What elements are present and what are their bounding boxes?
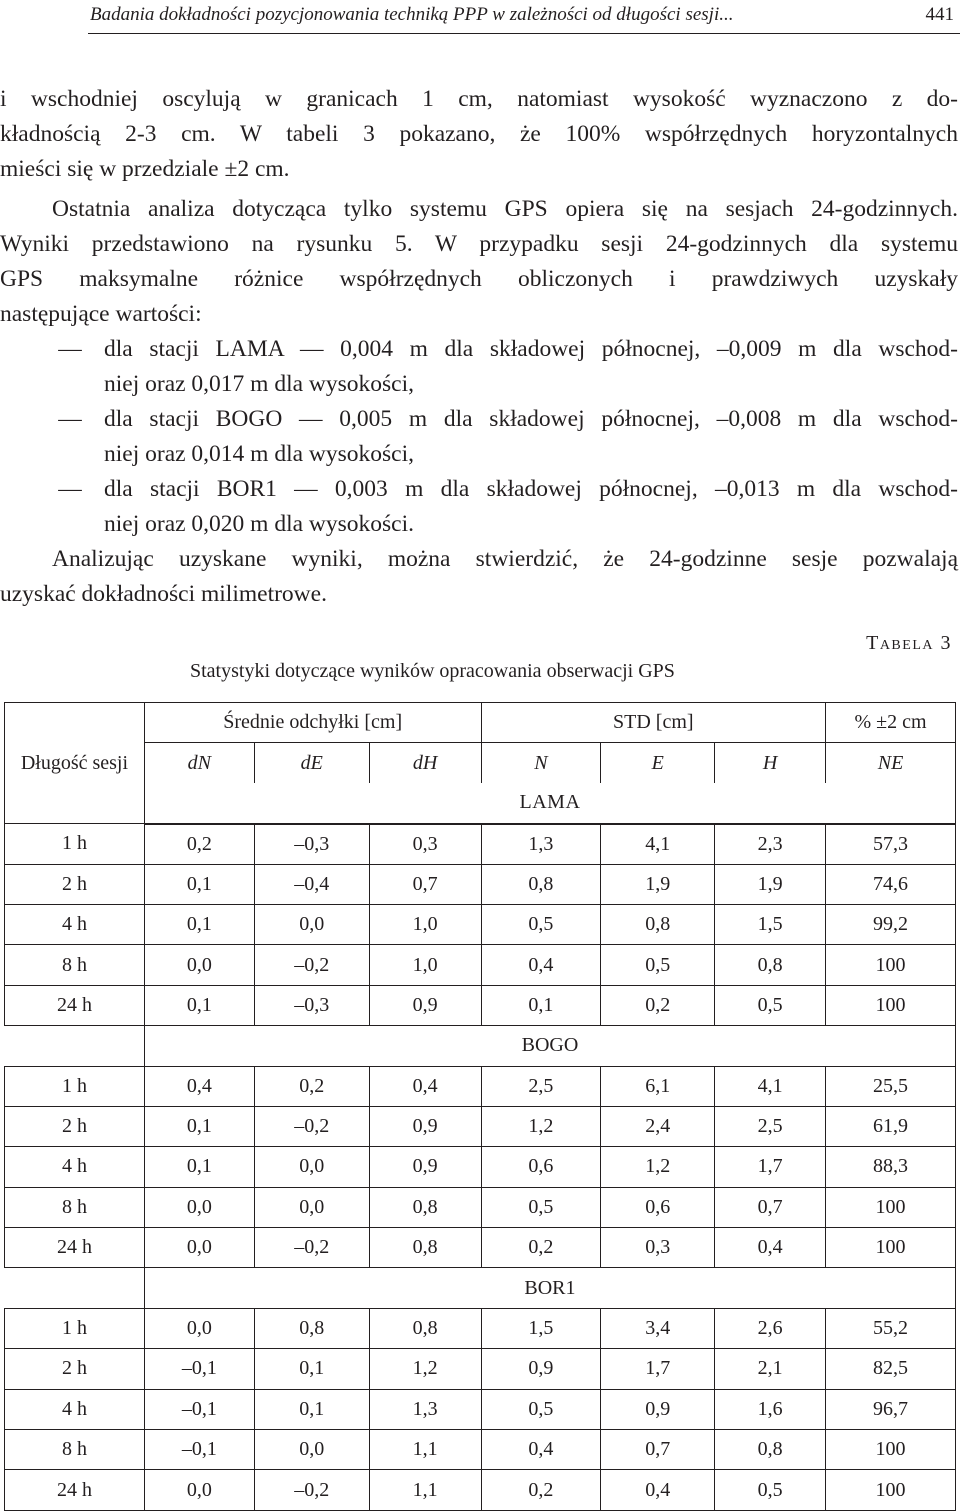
cell-dn: 0,1 [144, 1147, 254, 1187]
cell-session: 8 h [5, 945, 145, 985]
station-section-lama [5, 824, 956, 1026]
cell-dh: 0,4 [369, 1066, 481, 1106]
cell-h: 1,7 [715, 1147, 826, 1187]
cell-ne: 82,5 [826, 1349, 956, 1389]
cell-h: 0,8 [715, 945, 826, 985]
station-label-spacer [5, 1026, 145, 1066]
header-col-dn: dN [144, 743, 254, 783]
cell-ne: 61,9 [826, 1106, 956, 1146]
cell-ne: 100 [826, 1470, 956, 1510]
cell-session: 4 h [5, 1147, 145, 1187]
cell-de: –0,2 [254, 945, 369, 985]
table-row [5, 1470, 956, 1510]
cell-e: 2,4 [601, 1106, 715, 1146]
table-row [5, 1349, 956, 1389]
paragraph-line: mieści się w przedziale ±2 cm. [0, 156, 290, 182]
cell-h: 2,3 [715, 824, 826, 864]
station-section-bor1 [5, 1268, 956, 1510]
station-label-spacer [5, 1268, 145, 1308]
page-number: 441 [925, 4, 954, 25]
cell-de: 0,1 [254, 1389, 369, 1429]
header-col-e: E [601, 743, 715, 783]
cell-dh: 0,9 [369, 985, 481, 1025]
cell-de: –0,4 [254, 864, 369, 904]
paragraph-line: i wschodniej oscylują w granicach 1 cm, natomiast wysokość wyznaczono z do- [0, 86, 958, 112]
cell-n: 0,2 [481, 1470, 601, 1510]
station-label-bor1: BOR1 [144, 1268, 955, 1308]
paragraph-line: Wyniki przedstawiono na rysunku 5. W przypadku sesji 24-godzinnych dla systemu [0, 231, 958, 257]
cell-dh: 1,1 [369, 1430, 481, 1470]
cell-e: 4,1 [601, 824, 715, 864]
cell-n: 0,1 [481, 985, 601, 1025]
cell-e: 0,7 [601, 1430, 715, 1470]
cell-dh: 0,9 [369, 1147, 481, 1187]
cell-h: 0,5 [715, 985, 826, 1025]
cell-h: 2,1 [715, 1349, 826, 1389]
cell-ne: 55,2 [826, 1308, 956, 1348]
cell-de: 0,0 [254, 1147, 369, 1187]
cell-e: 1,7 [601, 1349, 715, 1389]
cell-e: 3,4 [601, 1308, 715, 1348]
cell-e: 0,8 [601, 904, 715, 944]
cell-session: 2 h [5, 1349, 145, 1389]
cell-dn: 0,0 [144, 1308, 254, 1348]
cell-dn: 0,1 [144, 985, 254, 1025]
cell-n: 0,5 [481, 1187, 601, 1227]
cell-de: 0,2 [254, 1066, 369, 1106]
header-col-n: N [481, 743, 601, 783]
header-std: STD [cm] [481, 703, 826, 743]
cell-session: 1 h [5, 824, 145, 864]
cell-h: 0,8 [715, 1430, 826, 1470]
cell-dh: 0,9 [369, 1106, 481, 1146]
paragraph-line: uzyskać dokładności milimetrowe. [0, 581, 327, 607]
list-item-text: niej oraz 0,014 m dla wysokości, [104, 441, 415, 467]
header-col-h: H [715, 743, 826, 783]
cell-ne: 74,6 [826, 864, 956, 904]
cell-n: 0,5 [481, 1389, 601, 1429]
cell-session: 24 h [5, 1470, 145, 1510]
cell-dh: 1,3 [369, 1389, 481, 1429]
cell-session: 4 h [5, 904, 145, 944]
cell-h: 1,9 [715, 864, 826, 904]
cell-e: 0,4 [601, 1470, 715, 1510]
station-label-lama: LAMA [144, 783, 955, 823]
cell-de: –0,3 [254, 985, 369, 1025]
header-session-length: Długość sesji [5, 703, 145, 824]
cell-dh: 0,7 [369, 864, 481, 904]
cell-de: 0,0 [254, 1187, 369, 1227]
cell-session: 1 h [5, 1066, 145, 1106]
cell-session: 1 h [5, 1308, 145, 1348]
table-row [5, 1228, 956, 1268]
paragraph-line: Analizując uzyskane wyniki, można stwierdzić, że 24-godzinne sesje pozwalają [52, 546, 958, 572]
cell-h: 4,1 [715, 1066, 826, 1106]
cell-session: 8 h [5, 1430, 145, 1470]
cell-session: 24 h [5, 1228, 145, 1268]
running-title: Badania dokładności pozycjonowania techniką PPP w zależności od długości sesji... [90, 4, 734, 25]
table-row [5, 945, 956, 985]
list-item [0, 472, 958, 506]
table-row [5, 1430, 956, 1470]
cell-dn: 0,0 [144, 1187, 254, 1227]
list-item [0, 402, 958, 436]
cell-h: 1,6 [715, 1389, 826, 1429]
cell-n: 0,8 [481, 864, 601, 904]
cell-dn: 0,0 [144, 1470, 254, 1510]
cell-de: –0,2 [254, 1228, 369, 1268]
header-mean-deviations: Średnie odchyłki [cm] [144, 703, 481, 743]
cell-dh: 1,0 [369, 904, 481, 944]
table-row [5, 1187, 956, 1227]
cell-e: 0,6 [601, 1187, 715, 1227]
cell-dn: 0,4 [144, 1066, 254, 1106]
table-row [5, 1066, 956, 1106]
station-section-bogo [5, 1026, 956, 1268]
cell-e: 0,3 [601, 1228, 715, 1268]
table-label: Tabela 3 [866, 632, 952, 654]
cell-ne: 100 [826, 1228, 956, 1268]
cell-ne: 99,2 [826, 904, 956, 944]
table-row [5, 985, 956, 1025]
list-item-text: niej oraz 0,017 m dla wysokości, [104, 371, 415, 397]
cell-dh: 0,8 [369, 1308, 481, 1348]
paragraph-line: następujące wartości: [0, 301, 202, 327]
list-item-text: dla stacji LAMA — 0,004 m dla składowej północnej, –0,009 m dla wschod- [104, 336, 958, 362]
cell-session: 24 h [5, 985, 145, 1025]
cell-h: 0,7 [715, 1187, 826, 1227]
cell-de: 0,1 [254, 1349, 369, 1389]
table-row [5, 864, 956, 904]
list-dash: — [58, 336, 82, 362]
cell-dn: 0,2 [144, 824, 254, 864]
table-caption: Statystyki dotyczące wyników opracowania obserwacji GPS [190, 660, 675, 682]
list-item-text: dla stacji BOGO — 0,005 m dla składowej północnej, –0,008 m dla wschod- [104, 406, 958, 432]
cell-dh: 0,8 [369, 1187, 481, 1227]
header-col-ne: NE [826, 743, 956, 783]
cell-e: 0,2 [601, 985, 715, 1025]
cell-ne: 100 [826, 985, 956, 1025]
paragraph-line: GPS maksymalne różnice współrzędnych obliczonych i prawdziwych uzyskały [0, 266, 958, 292]
cell-h: 2,5 [715, 1106, 826, 1146]
cell-de: 0,0 [254, 1430, 369, 1470]
list-item-text: dla stacji BOR1 — 0,003 m dla składowej północnej, –0,013 m dla wschod- [104, 476, 958, 502]
table-row [5, 1147, 956, 1187]
cell-h: 2,6 [715, 1308, 826, 1348]
cell-h: 1,5 [715, 904, 826, 944]
cell-dh: 1,0 [369, 945, 481, 985]
cell-n: 2,5 [481, 1066, 601, 1106]
cell-e: 0,5 [601, 945, 715, 985]
cell-session: 2 h [5, 1106, 145, 1146]
cell-e: 1,9 [601, 864, 715, 904]
cell-session: 4 h [5, 1389, 145, 1429]
cell-n: 0,4 [481, 1430, 601, 1470]
table-row [5, 904, 956, 944]
table-row [5, 824, 956, 864]
running-header [88, 0, 960, 34]
cell-session: 8 h [5, 1187, 145, 1227]
cell-dn: –0,1 [144, 1349, 254, 1389]
header-percent: % ±2 cm [826, 703, 956, 743]
header-col-dh: dH [369, 743, 481, 783]
cell-ne: 100 [826, 945, 956, 985]
cell-dn: 0,1 [144, 864, 254, 904]
cell-session: 2 h [5, 864, 145, 904]
list-item [0, 332, 958, 366]
cell-h: 0,5 [715, 1470, 826, 1510]
cell-h: 0,4 [715, 1228, 826, 1268]
cell-de: –0,3 [254, 824, 369, 864]
cell-ne: 25,5 [826, 1066, 956, 1106]
header-col-de: dE [254, 743, 369, 783]
cell-e: 1,2 [601, 1147, 715, 1187]
cell-dn: 0,0 [144, 1228, 254, 1268]
cell-ne: 57,3 [826, 824, 956, 864]
cell-n: 0,6 [481, 1147, 601, 1187]
cell-dn: 0,0 [144, 945, 254, 985]
cell-n: 0,4 [481, 945, 601, 985]
table-row [5, 1389, 956, 1429]
cell-n: 0,2 [481, 1228, 601, 1268]
cell-n: 0,5 [481, 904, 601, 944]
cell-dn: –0,1 [144, 1430, 254, 1470]
cell-ne: 100 [826, 1430, 956, 1470]
data-table [4, 702, 956, 1511]
paragraph-line: kładnością 2-3 cm. W tabeli 3 pokazano, że 100% współrzędnych horyzontalnych [0, 121, 958, 147]
cell-dh: 0,3 [369, 824, 481, 864]
cell-de: –0,2 [254, 1106, 369, 1146]
list-dash: — [58, 476, 82, 502]
cell-dh: 1,1 [369, 1470, 481, 1510]
table-row [5, 1106, 956, 1146]
cell-n: 1,5 [481, 1308, 601, 1348]
cell-de: 0,8 [254, 1308, 369, 1348]
cell-n: 1,2 [481, 1106, 601, 1146]
cell-dn: 0,1 [144, 904, 254, 944]
cell-e: 6,1 [601, 1066, 715, 1106]
cell-ne: 100 [826, 1187, 956, 1227]
cell-dh: 1,2 [369, 1349, 481, 1389]
cell-e: 0,9 [601, 1389, 715, 1429]
cell-ne: 88,3 [826, 1147, 956, 1187]
cell-de: 0,0 [254, 904, 369, 944]
list-dash: — [58, 406, 82, 432]
list-item-text: niej oraz 0,020 m dla wysokości. [104, 511, 415, 537]
table-row [5, 1308, 956, 1348]
cell-de: –0,2 [254, 1470, 369, 1510]
cell-dn: 0,1 [144, 1106, 254, 1146]
station-label-bogo: BOGO [144, 1026, 955, 1066]
cell-n: 1,3 [481, 824, 601, 864]
cell-ne: 96,7 [826, 1389, 956, 1429]
paragraph-line: Ostatnia analiza dotycząca tylko systemu GPS opiera się na sesjach 24-godzinnych. [52, 196, 958, 222]
cell-n: 0,9 [481, 1349, 601, 1389]
cell-dh: 0,8 [369, 1228, 481, 1268]
table-header [5, 703, 956, 824]
cell-dn: –0,1 [144, 1389, 254, 1429]
